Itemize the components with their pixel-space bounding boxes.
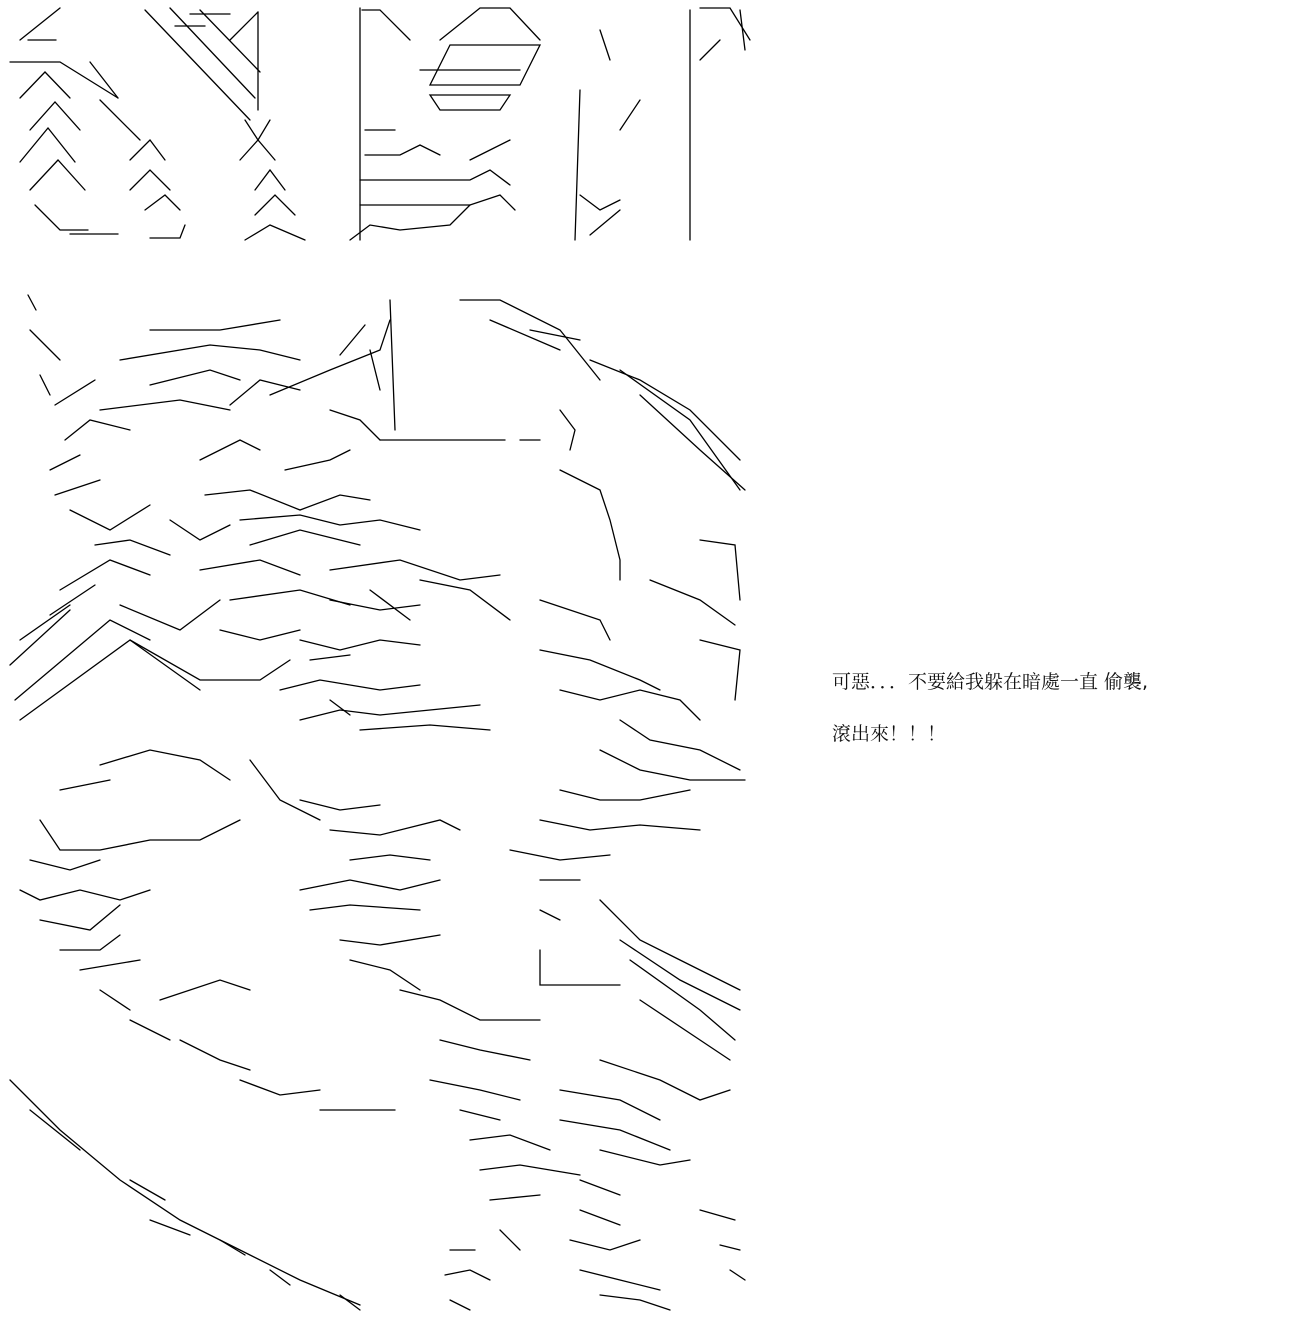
dialogue-line-1: 可惡．．．不要給我躲在暗處一直 偷襲,: [832, 671, 1149, 693]
banner-art: [10, 8, 750, 240]
dialogue-line-2: 滾出來！！！: [832, 723, 947, 745]
dialogue-text: [832, 668, 1272, 748]
character-figure-art: [10, 295, 745, 1310]
